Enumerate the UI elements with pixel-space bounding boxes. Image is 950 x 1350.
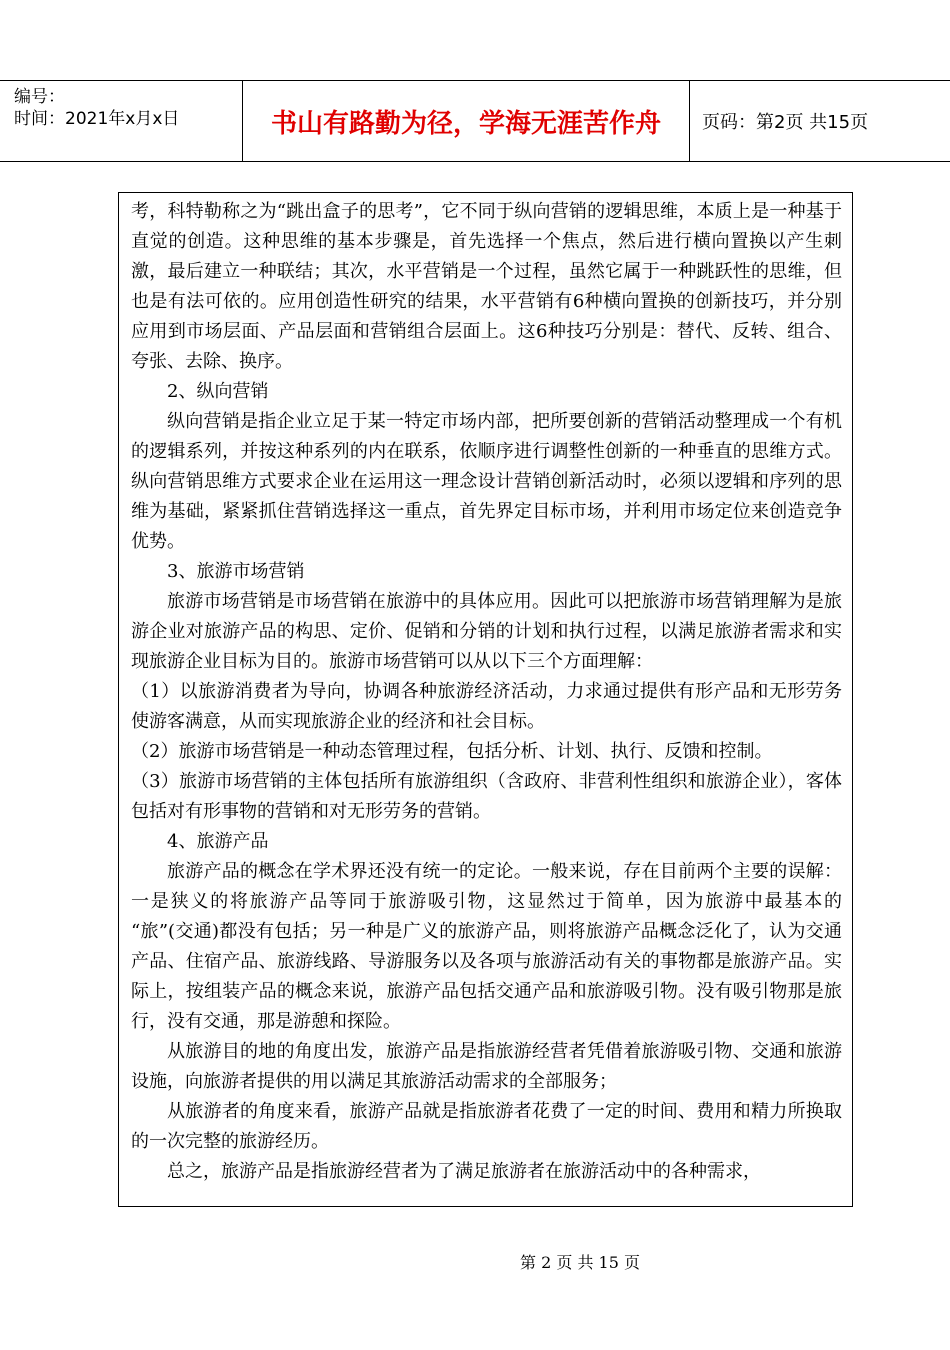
paragraph: 纵向营销是指企业立足于某一特定市场内部，把所要创新的营销活动整理成一个有机的逻辑系列，并按这种系列的内在联系，依顺序进行调整性创新的一种垂直的思维方式。纵向营销思维方式要求企业在运用这一理念设计营销创新活动时，必须以逻辑和序列的思维为基础，紧紧抓住营销选择这一重点，首先界定目标市场，并利用市场定位来创造竞争优势。: [131, 411, 842, 552]
content-box: [118, 192, 853, 1207]
section-heading: 3、旅游市场营销: [167, 561, 305, 582]
paragraph: 旅游市场营销是市场营销在旅游中的具体应用。因此可以把旅游市场营销理解为是旅游企业对旅游产品的构思、定价、促销和分销的计划和执行过程，以满足旅游者需求和实现旅游企业目标为目的。旅游市场营销可以从以下三个方面理解：: [131, 591, 842, 672]
header-motto: 书山有路勤为径，学海无涯苦作舟: [243, 81, 690, 161]
paragraph: 从旅游者的角度来看，旅游产品就是指旅游者花费了一定的时间、费用和精力所换取的一次完整的旅游经历。: [131, 1101, 842, 1152]
paragraph: 旅游产品的概念在学术界还没有统一的定论。一般来说，存在目前两个主要的误解：一是狭义的将旅游产品等同于旅游吸引物，这显然过于简单，因为旅游中最基本的 “旅”(交通)都没有包括；另一种是广义的旅游产品，则将旅游产品概念泛化了，认为交通产品、住宿产品、旅游线路、导游服务以及各项与旅游活动有关的事物都是旅游产品。实际上，按组装产品的概念来说，旅游产品包括交通产品和旅游吸引物。没有吸引物那是旅行，没有交通，那是游憩和探险。: [131, 861, 842, 1032]
header-page-code: 页码：第2页 共15页: [702, 112, 869, 133]
list-item: （1）以旅游消费者为导向，协调各种旅游经济活动，力求通过提供有形产品和无形劳务使游客满意，从而实现旅游企业的经济和社会目标。: [131, 681, 842, 732]
paragraph: 总之，旅游产品是指旅游经营者为了满足旅游者在旅游活动中的各种需求，: [167, 1161, 761, 1182]
list-item: （2）旅游市场营销是一种动态管理过程，包括分析、计划、执行、反馈和控制。: [131, 741, 773, 762]
page-footer: 第 2 页 共 15 页: [520, 1253, 640, 1272]
header-info-cell: [0, 81, 243, 161]
list-item: （3）旅游市场营销的主体包括所有旅游组织（含政府、非营利性组织和旅游企业），客体包括对有形事物的营销和对无形劳务的营销。: [131, 771, 842, 822]
document-time: 时间：2021年x月x日: [14, 109, 180, 129]
section-heading: 2、纵向营销: [167, 381, 269, 402]
document-number-label: 编号：: [14, 87, 65, 107]
paragraph: 考，科特勒称之为“跳出盒子的思考”，它不同于纵向营销的逻辑思维，本质上是一种基于直觉的创造。这种思维的基本步骤是，首先选择一个焦点，然后进行横向置换以产生刺激，最后建立一种联结；其次，水平营销是一个过程，虽然它属于一种跳跃性的思维，但也是有法可依的。应用创造性研究的结果，水平营销有6种横向置换的创新技巧，并分别应用到市场层面、产品层面和营销组合层面上。这6种技巧分别是：替代、反转、组合、夸张、去除、换序。: [131, 201, 842, 372]
section-heading: 4、旅游产品: [167, 831, 269, 852]
page-header: [0, 80, 950, 162]
paragraph: 从旅游目的地的角度出发，旅游产品是指旅游经营者凭借着旅游吸引物、交通和旅游设施，向旅游者提供的用以满足其旅游活动需求的全部服务；: [131, 1041, 842, 1092]
